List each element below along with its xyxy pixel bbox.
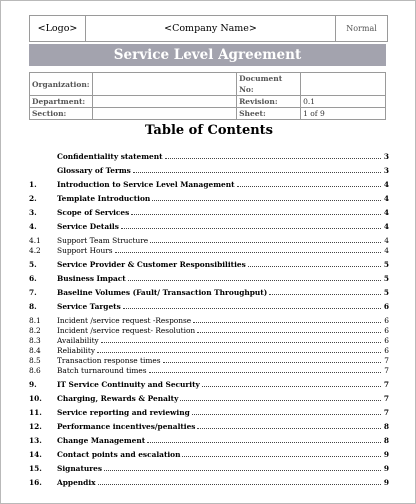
toc-entry-title: Service Details xyxy=(57,222,119,231)
toc-entry-number: 5. xyxy=(29,260,37,269)
toc-entry-page: 4 xyxy=(383,208,389,217)
toc-entry-title: Incident /service request- Resolution xyxy=(57,326,196,335)
toc-entry[interactable] xyxy=(29,221,389,231)
toc-entry[interactable] xyxy=(29,407,389,417)
toc-entry-page: 5 xyxy=(383,274,389,283)
toc-leader-dots xyxy=(182,456,381,457)
toc-entry-title: Signatures xyxy=(57,464,103,473)
toc-entry[interactable] xyxy=(29,379,389,389)
toc-entry[interactable] xyxy=(29,165,389,175)
company-name: <Company Name> xyxy=(86,16,336,41)
toc-entry-page: 9 xyxy=(383,478,389,487)
toc-entry-title: Template Introduction xyxy=(57,194,151,203)
toc-entry-title: Incident /service request -Response xyxy=(57,316,192,325)
toc-entry-title: Service reporting and reviewing xyxy=(57,408,190,417)
toc-leader-dots xyxy=(202,386,381,387)
toc-entry-title: Batch turnaround times xyxy=(57,366,147,375)
toc-entry-number: 12. xyxy=(29,422,42,431)
toc-entry-title: Service Targets xyxy=(57,302,121,311)
toc-entry[interactable] xyxy=(29,435,389,445)
toc-heading: Table of Contents xyxy=(145,123,273,138)
toc-entry[interactable] xyxy=(29,193,389,203)
toc-entry-title: IT Service Continuity and Security xyxy=(57,380,200,389)
toc-entry-page: 4 xyxy=(384,236,389,245)
toc-entry-title: Baseline Volumes (Fault/ Transaction Throughput) xyxy=(57,288,268,297)
toc-entry-title: Introduction to Service Level Management xyxy=(57,180,235,189)
toc-leader-dots xyxy=(197,428,381,429)
toc-entry[interactable] xyxy=(29,477,389,487)
toc-entry-title: Confidentiality statement xyxy=(57,152,163,161)
toc-entry[interactable] xyxy=(29,151,389,161)
toc-entry[interactable] xyxy=(29,463,389,473)
toc-entry-title: Charging, Rewards & Penalty xyxy=(57,394,179,403)
toc-leader-dots xyxy=(269,294,381,295)
toc-entry-number: 11. xyxy=(29,408,42,417)
toc-leader-dots xyxy=(149,372,381,373)
toc-leader-dots xyxy=(165,158,382,159)
toc-entry-title: Transaction response times xyxy=(57,356,161,365)
toc-entry[interactable] xyxy=(29,315,389,325)
section-label: Section: xyxy=(30,108,93,120)
toc-entry-title: Contact points and escalation xyxy=(57,450,181,459)
organization-label: Organization: xyxy=(30,73,93,96)
toc-entry-number: 8.5 xyxy=(29,356,41,365)
toc-entry[interactable] xyxy=(29,355,389,365)
document-title-banner: Service Level Agreement xyxy=(29,44,386,66)
toc-entry-number: 13. xyxy=(29,436,42,445)
toc-leader-dots xyxy=(180,400,381,401)
document-no-value xyxy=(301,73,386,96)
toc-entry-number: 15. xyxy=(29,464,42,473)
toc-entry-number: 4.2 xyxy=(29,246,41,255)
toc-entry-number: 7. xyxy=(29,288,37,297)
department-value xyxy=(92,96,237,108)
toc-leader-dots xyxy=(150,242,381,243)
header-table xyxy=(29,15,388,42)
toc-leader-dots xyxy=(121,228,381,229)
toc-entry-page: 6 xyxy=(384,346,389,355)
toc-entry[interactable] xyxy=(29,449,389,459)
toc-entry-page: 4 xyxy=(383,222,389,231)
toc-leader-dots xyxy=(163,362,381,363)
sheet-label: Sheet: xyxy=(237,108,301,120)
toc-entry-number: 4. xyxy=(29,222,37,231)
toc-leader-dots xyxy=(147,442,381,443)
toc-leader-dots xyxy=(104,470,381,471)
toc-leader-dots xyxy=(152,200,381,201)
toc-entry-page: 6 xyxy=(384,326,389,335)
toc-entry[interactable] xyxy=(29,273,389,283)
toc-entry-number: 16. xyxy=(29,478,42,487)
toc-entry[interactable] xyxy=(29,421,389,431)
toc-entry-number: 8. xyxy=(29,302,37,311)
toc-leader-dots xyxy=(131,214,381,215)
toc-entry-page: 8 xyxy=(383,436,389,445)
toc-entry-page: 7 xyxy=(383,408,389,417)
toc-leader-dots xyxy=(98,484,381,485)
toc-entry[interactable] xyxy=(29,259,389,269)
revision-label: Revision: xyxy=(237,96,301,108)
toc-entry-number: 10. xyxy=(29,394,42,403)
toc-entry-title: Availability xyxy=(57,336,99,345)
section-value xyxy=(92,108,237,120)
toc-entry-title: Change Management xyxy=(57,436,146,445)
toc-entry-page: 3 xyxy=(383,152,389,161)
toc-leader-dots xyxy=(192,414,381,415)
toc-entry-page: 5 xyxy=(383,260,389,269)
toc-entry-number: 4.1 xyxy=(29,236,41,245)
revision-value: 0.1 xyxy=(301,96,386,108)
department-label: Department: xyxy=(30,96,93,108)
toc-entry-page: 6 xyxy=(383,302,389,311)
organization-value xyxy=(92,73,237,96)
toc-entry-title: Service Provider & Customer Responsibilities xyxy=(57,260,246,269)
toc-entry-page: 4 xyxy=(383,194,389,203)
toc-leader-dots xyxy=(248,266,381,267)
toc-entry-page: 7 xyxy=(384,366,389,375)
toc-entry[interactable] xyxy=(29,393,389,403)
toc-leader-dots xyxy=(133,172,381,173)
toc-entry-number: 6. xyxy=(29,274,37,283)
toc-entry-number: 2. xyxy=(29,194,37,203)
toc-leader-dots xyxy=(123,308,381,309)
toc-entry-title: Performance incentives/penalties xyxy=(57,422,196,431)
toc-entry[interactable] xyxy=(29,179,389,189)
toc-entry[interactable] xyxy=(29,345,389,355)
document-info-table xyxy=(29,72,386,120)
toc-entry-number: 14. xyxy=(29,450,42,459)
toc-entry[interactable] xyxy=(29,365,389,375)
logo-placeholder: <Logo> xyxy=(30,16,86,41)
toc-entry-number: 8.4 xyxy=(29,346,41,355)
toc-entry[interactable] xyxy=(29,287,389,297)
toc-entry-title: Appendix xyxy=(57,478,96,487)
toc-entry-number: 8.3 xyxy=(29,336,41,345)
toc-entry[interactable] xyxy=(29,301,389,311)
toc-entry-title: Reliability xyxy=(57,346,96,355)
toc-entry-title: Support Team Structure xyxy=(57,236,149,245)
toc-leader-dots xyxy=(97,352,381,353)
toc-entry-page: 7 xyxy=(383,380,389,389)
toc-leader-dots xyxy=(115,252,381,253)
toc-entry-number: 8.2 xyxy=(29,326,41,335)
toc-entry-page: 7 xyxy=(383,394,389,403)
toc-leader-dots xyxy=(128,280,381,281)
toc-entry-number: 3. xyxy=(29,208,37,217)
document-no-label: Document No: xyxy=(237,73,301,96)
toc-entry-page: 6 xyxy=(384,316,389,325)
toc-entry-page: 4 xyxy=(384,246,389,255)
toc-entry-page: 8 xyxy=(383,422,389,431)
toc-entry[interactable] xyxy=(29,245,389,255)
toc-leader-dots xyxy=(197,332,381,333)
toc-entry-page: 3 xyxy=(383,166,389,175)
toc-entry-number: 1. xyxy=(29,180,37,189)
toc-leader-dots xyxy=(237,186,381,187)
toc-entry-page: 4 xyxy=(383,180,389,189)
toc-entry[interactable] xyxy=(29,235,389,245)
toc-leader-dots xyxy=(101,342,381,343)
toc-entry-page: 5 xyxy=(383,288,389,297)
toc-entry-number: 8.1 xyxy=(29,316,41,325)
toc-entry-title: Support Hours xyxy=(57,246,113,255)
toc-entry[interactable] xyxy=(29,207,389,217)
toc-entry-page: 9 xyxy=(383,464,389,473)
sheet-value: 1 of 9 xyxy=(301,108,386,120)
toc-entry-page: 7 xyxy=(384,356,389,365)
toc-entry[interactable] xyxy=(29,325,389,335)
toc-entry-title: Scope of Services xyxy=(57,208,130,217)
toc-entry-title: Glossary of Terms xyxy=(57,166,131,175)
toc-leader-dots xyxy=(193,322,381,323)
toc-entry-page: 9 xyxy=(383,450,389,459)
status-label: Normal xyxy=(346,24,377,33)
toc-entry[interactable] xyxy=(29,335,389,345)
toc-entry-page: 6 xyxy=(384,336,389,345)
toc-entry-number: 8.6 xyxy=(29,366,41,375)
toc-entry-title: Business Impact xyxy=(57,274,126,283)
toc-entry-number: 9. xyxy=(29,380,37,389)
